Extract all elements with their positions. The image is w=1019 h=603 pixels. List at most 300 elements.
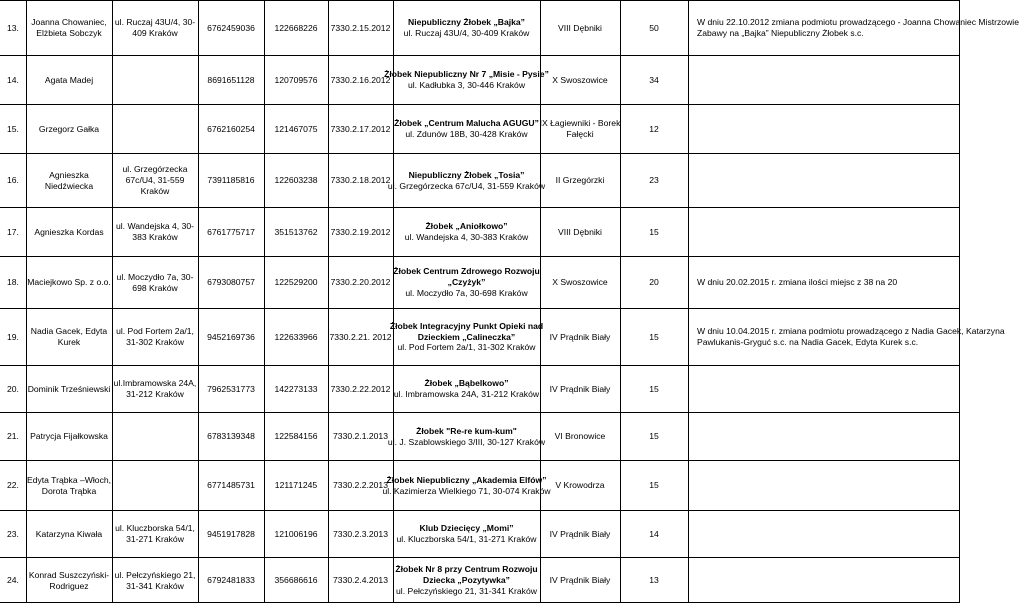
cell-content [274,529,317,540]
cell-text-line: 7330.2.3.2013 [333,528,388,539]
cell-content [331,124,391,135]
cell-content [331,175,391,186]
cell-lp [7,257,25,308]
cell-name [27,309,111,365]
cell-text-line: 19. [7,331,19,342]
cell-text-line: 15 [649,383,659,394]
cell-text-line: 6783139348 [207,431,255,442]
cell-text-line: 6762160254 [207,123,255,134]
cell-regon [265,1,327,55]
cell-places [621,309,687,365]
cell-text-line: Żłobek Centrum Zdrowego Rozwoju [393,266,540,277]
cell-addr [113,257,197,308]
cell-district [541,154,619,207]
cell-content [649,75,659,86]
cell-text-line: ul. Pod Fortem 2a/1, [116,326,194,337]
cell-inst [389,309,544,365]
cell-text-line: 122584156 [274,431,318,442]
cell-content [393,266,540,298]
cell-text-line: Fałęcki [566,129,594,139]
cell-text-line: 23. [7,528,19,539]
cell-name [27,257,111,308]
cell-lp [7,309,25,365]
cell-text-line: 67c/U4, 31-559 [125,175,185,186]
cell-content [555,480,604,491]
cell-content [274,175,317,186]
cell-text-line: Pawlukanis-Gryguć s.c. na Nadia Gacek, Edyta Kurek s.c. [697,337,919,347]
cell-content [7,75,19,86]
cell-content [274,124,317,135]
cell-text-line: 31-271 Kraków [126,534,184,544]
cell-num [329,208,392,256]
cell-content [329,332,391,343]
cell-text-line: IV Prądnik Biały [549,331,611,342]
cell-content [274,332,317,343]
cell-nip [199,461,263,510]
cell-content [207,75,254,86]
cell-text-line: Dziecka „Pozytywka” [423,575,510,586]
cell-text-line: Dominik Trześniewski [27,383,111,394]
cell-text-line: ul. Wandejska 4, 30-383 Kraków [404,232,529,242]
cell-text-line: 15 [649,331,659,342]
cell-content [388,170,545,191]
cell-content [331,23,391,34]
cell-content [29,570,109,591]
cell-notes [697,461,959,510]
cell-notes [697,366,959,412]
cell-district [541,208,619,256]
cell-inst [382,461,551,510]
cell-text-line: 23 [649,175,659,186]
cell-inst [387,154,546,207]
cell-name [27,558,111,603]
cell-text-line: VI Bronowice [554,431,606,442]
cell-text-line: Agnieszka Kordas [34,226,104,237]
cell-regon [265,461,327,510]
cell-content [123,164,188,196]
cell-lp [7,208,25,256]
cell-notes [697,511,959,557]
cell-district [541,105,619,153]
cell-nip [199,1,263,55]
cell-text-line: ul. Ruczaj 43U/4, 30- [114,17,196,28]
cell-text-line: Dzieckiem „Calineczka” [417,331,516,342]
cell-content [207,575,255,586]
cell-text-line: 50 [649,22,659,33]
cell-num [329,105,392,153]
cell-regon [265,309,327,365]
cell-nip [199,309,263,365]
cell-text-line: Konrad Suszczyński- [28,569,110,580]
cell-name [27,154,111,207]
cell-text-line: Niepubliczny Żłobek „Bajka” [407,17,525,28]
cell-content [7,277,19,288]
cell-places [621,366,687,412]
cell-text-line: 356686616 [274,575,318,586]
cell-nip [199,105,263,153]
cell-text-line: 351513762 [274,226,318,237]
cell-text-line: 34 [649,74,659,85]
cell-text-line: 21. [7,431,19,442]
cell-content [7,384,19,395]
cell-text-line: Klub Dziecięcy „Momi” [419,523,514,534]
cell-text-line: Żłobek "Re-re kum-kum" [416,425,517,436]
cell-content [649,124,659,135]
cell-notes [697,154,959,207]
cell-name [27,366,111,412]
cell-content [7,23,19,34]
cell-num [329,558,392,603]
cell-text-line: Niepubliczny Żłobek „Tosia” [408,169,525,180]
cell-text-line: Żłobek „Centrum Malucha AGUGU” [394,118,539,129]
cell-text-line: 18. [7,277,19,288]
cell-district [541,366,619,412]
cell-district [541,511,619,557]
cell-inst [394,511,539,557]
cell-text-line: 409 Kraków [132,28,178,38]
cell-lp [7,154,25,207]
cell-text-line: VIII Dębniki [558,22,602,33]
cell-text-line: X Swoszowice [552,74,608,85]
cell-regon [265,366,327,412]
cell-nip [199,413,263,460]
cell-content [333,575,388,586]
cell-text-line: ul. Moczydło 7a, 30-698 Kraków [405,287,528,298]
cell-notes [697,105,959,153]
cell-content [36,529,102,540]
cell-nip [199,208,263,256]
cell-content [207,227,255,238]
cell-content [550,529,611,540]
cell-text-line: VIII Dębniki [558,226,602,237]
cell-content [558,227,602,238]
cell-content [207,332,255,343]
cell-text-line: 121171245 [274,480,318,491]
cell-content [405,221,528,242]
cell-text-line: 7330.2.2.2013 [333,480,388,491]
cell-text-line: Agata Madej [44,74,94,85]
cell-text-line: Żłobek Niepubliczny Nr 7 „Misie - Pysie” [384,69,549,80]
cell-lp [7,558,25,603]
cell-content [331,227,391,238]
cell-text-line: Edyta Trąbka –Włoch, [26,474,112,485]
cell-content [45,75,93,86]
cell-regon [265,257,327,308]
cell-addr [113,461,197,510]
cell-text-line: Rodriguez [49,580,89,591]
cell-content [7,431,19,442]
cell-text-line: 120709576 [274,74,318,85]
cell-regon [265,511,327,557]
column-divider [959,0,960,603]
cell-text-line: 698 Kraków [132,282,178,293]
cell-text-line: Żłobek Niepubliczny „Akademia Elfów” [386,474,547,485]
cell-content [7,529,19,540]
cell-name [27,461,111,510]
cell-content [115,523,195,544]
cell-addr [113,558,197,603]
cell-content [27,475,111,496]
cell-district [541,461,619,510]
cell-text-line: 7330.2.4.2013 [333,575,388,586]
cell-text-line: 20 [649,277,659,288]
cell-name [27,1,111,55]
cell-text-line: Żłobek „Aniołkowo” [425,221,508,232]
cell-content [207,529,255,540]
cell-content [697,277,897,288]
cell-notes [697,1,1019,55]
cell-text-line: Żłobek Nr 8 przy Centrum Rozwoju [395,564,538,575]
cell-content [558,23,602,34]
cell-content [207,431,255,442]
cell-addr [113,1,197,55]
cell-notes [697,558,959,603]
cell-addr [113,154,197,207]
cell-content [404,17,530,38]
cell-places [621,511,687,557]
cell-text-line: IV Prądnik Biały [549,528,611,539]
cell-content [115,17,195,38]
cell-inst [394,1,539,55]
cell-text-line: 6792481833 [207,575,255,586]
cell-text-line: 7330.2.17.2012 [330,123,391,134]
cell-content [274,277,317,288]
cell-text-line: ul. Pełczyńskiego 21, 31-341 Kraków [396,585,537,596]
cell-notes [697,413,959,460]
cell-text-line: 122603238 [274,175,318,186]
cell-text-line: Maciejkowo Sp. z o.o. [27,277,111,288]
cell-text-line: 122633966 [274,331,318,342]
cell-num [329,154,392,207]
cell-content [390,321,543,353]
cell-text-line: 7330.2.18.2012 [330,175,391,186]
cell-text-line: 15 [649,226,659,237]
cell-regon [265,413,327,460]
cell-content [207,384,255,395]
cell-text-line: 6793080757 [207,277,255,288]
cell-addr [113,105,197,153]
cell-regon [265,56,327,104]
cell-text-line: IV Prądnik Biały [549,575,611,586]
cell-name [27,511,111,557]
cell-text-line: ul. Zdunów 18B, 30-428 Kraków [405,129,528,139]
cell-addr [113,366,197,412]
cell-content [555,431,606,442]
cell-text-line: 31-212 Kraków [126,389,184,399]
cell-inst [387,413,546,460]
cell-notes [697,56,959,104]
cell-content [116,326,194,347]
cell-content [7,332,19,343]
cell-district [541,1,619,55]
cell-content [34,227,103,238]
cell-text-line: Patrycja Fijałkowska [30,431,108,442]
cell-text-line: 121006196 [274,528,318,539]
cell-content [649,332,659,343]
cell-text-line: Elżbieta Sobczyk [36,28,102,38]
cell-text-line: 7330.2.16.2012 [330,74,391,85]
cell-content [649,23,659,34]
cell-text-line: 31-302 Kraków [126,337,184,347]
cell-nip [199,511,263,557]
cell-addr [113,413,197,460]
cell-content [649,227,659,238]
cell-text-line: 7330.2.1.2013 [333,431,388,442]
cell-text-line: W dniu 10.04.2015 r. zmiana podmiotu prowadzącego z Nadia Gacek, Katarzyna [697,326,1005,337]
cell-text-line: 24. [7,575,19,586]
cell-text-line: ul. Ruczaj 43U/4, 30-409 Kraków [403,28,530,38]
cell-text-line: „Czyżyk” [447,277,486,288]
cell-text-line: 20. [7,383,19,394]
cell-num [329,257,392,308]
cell-district [541,257,619,308]
cell-content [274,431,317,442]
cell-content [114,378,197,399]
cell-content [116,221,194,242]
cell-content [397,523,537,544]
cell-text-line: 12 [649,123,659,134]
cell-district [541,413,619,460]
cell-content [275,480,317,491]
cell-name [27,413,111,460]
cell-inst [394,257,539,308]
cell-content [331,384,391,395]
cell-text-line: ul. Imbramowska 24A, 31-212 Kraków [393,389,540,399]
cell-text-line: ul. Kazimierza Wielkiego 71, 30-074 Kraków [382,485,551,496]
cell-text-line: ul. Pełczyńskiego 21, [114,569,196,580]
cell-content [7,227,19,238]
cell-content [331,75,391,86]
cell-text-line: ul. Kluczborska 54/1, [115,523,195,534]
cell-content [382,475,550,496]
cell-content [649,277,659,288]
cell-text-line: 15. [7,123,19,134]
cell-content [274,227,317,238]
cell-lp [7,56,25,104]
cell-inst [394,105,539,153]
cell-num [329,309,392,365]
cell-nip [199,56,263,104]
cell-text-line: Dorota Trąbka [41,485,97,496]
cell-text-line: 142273133 [274,383,318,394]
cell-content [333,529,388,540]
cell-inst [394,366,539,412]
cell-text-line: W dniu 20.02.2015 r. zmiana ilości miejsc z 38 na 20 [697,277,898,288]
cell-content [552,75,607,86]
cell-num [329,366,392,412]
cell-num [329,1,392,55]
cell-text-line: Żłobek Integracyjny Punkt Opieki nad [389,320,544,331]
cell-content [550,575,611,586]
cell-text-line: Niedźwiecka [44,180,94,191]
cell-nip [199,366,263,412]
cell-text-line: 7330.2.21. 2012 [329,331,392,342]
cell-num [329,413,392,460]
cell-text-line: 7330.2.20.2012 [330,277,391,288]
cell-content [550,384,611,395]
cell-text-line: 13. [7,22,19,33]
cell-content [384,69,549,90]
cell-content [333,431,388,442]
cell-nip [199,257,263,308]
cell-addr [113,56,197,104]
cell-content [31,17,107,38]
cell-content [274,75,317,86]
cell-content [7,480,19,491]
cell-notes [697,208,959,256]
cell-nip [199,558,263,603]
cell-text-line: ul. Kadłubka 3, 30-446 Kraków [407,80,526,90]
cell-content [7,575,19,586]
cell-district [541,309,619,365]
cell-places [621,154,687,207]
cell-regon [265,558,327,603]
cell-text-line: ul. Moczydło 7a, 30- [116,271,194,282]
cell-text-line: Katarzyna Kiwała [35,528,103,539]
cell-places [621,1,687,55]
cell-content [394,378,539,399]
cell-content [649,575,659,586]
cell-text-line: 121467075 [274,123,318,134]
cell-places [621,413,687,460]
cell-text-line: IX Łagiewniki - Borek [539,118,621,129]
cell-text-line: ul. J. Szablowskiego 3/III, 30-127 Kraków [387,436,546,447]
cell-text-line: 9452169736 [207,331,255,342]
cell-text-line: 6771485731 [207,480,255,491]
cell-content [7,175,19,186]
cell-name [27,208,111,256]
cell-lp [7,413,25,460]
cell-content [331,277,391,288]
cell-text-line: Kraków [140,185,170,196]
cell-text-line: 8691651128 [207,74,255,85]
cell-text-line: 7391185816 [207,175,255,186]
cell-regon [265,154,327,207]
cell-text-line: Nadia Gacek, Edyta [30,326,108,337]
cell-addr [113,511,197,557]
cell-content [649,175,659,186]
cell-text-line: 16. [7,175,19,186]
cell-lp [7,511,25,557]
cell-text-line: 122668226 [274,22,318,33]
cell-text-line: Agnieszka [49,169,89,180]
cell-addr [113,208,197,256]
cell-text-line: 7330.2.22.2012 [330,383,391,394]
cell-text-line: 14. [7,74,19,85]
cell-content [274,23,317,34]
cell-text-line: 383 Kraków [132,232,178,242]
cell-text-line: 6761775717 [207,226,255,237]
cell-content [115,570,196,591]
cell-text-line: 9451917828 [207,528,255,539]
cell-content [7,124,19,135]
cell-text-line: Zabawy na „Bajka” Niepubliczny Żłobek s.c. [697,28,864,38]
cell-inst [394,558,539,603]
cell-content [333,480,388,491]
cell-content [45,170,93,191]
cell-notes [697,309,1005,365]
cell-content [649,384,659,395]
cell-addr [113,309,197,365]
cell-text-line: 31-341 Kraków [126,580,184,591]
cell-content [649,431,659,442]
cell-places [621,105,687,153]
cell-places [621,558,687,603]
cell-text-line: 122529200 [274,277,318,288]
column-divider [688,0,689,603]
cell-content [207,23,255,34]
cell-text-line: ul. Pod Fortem 2a/1, 31-302 Kraków [397,342,536,353]
